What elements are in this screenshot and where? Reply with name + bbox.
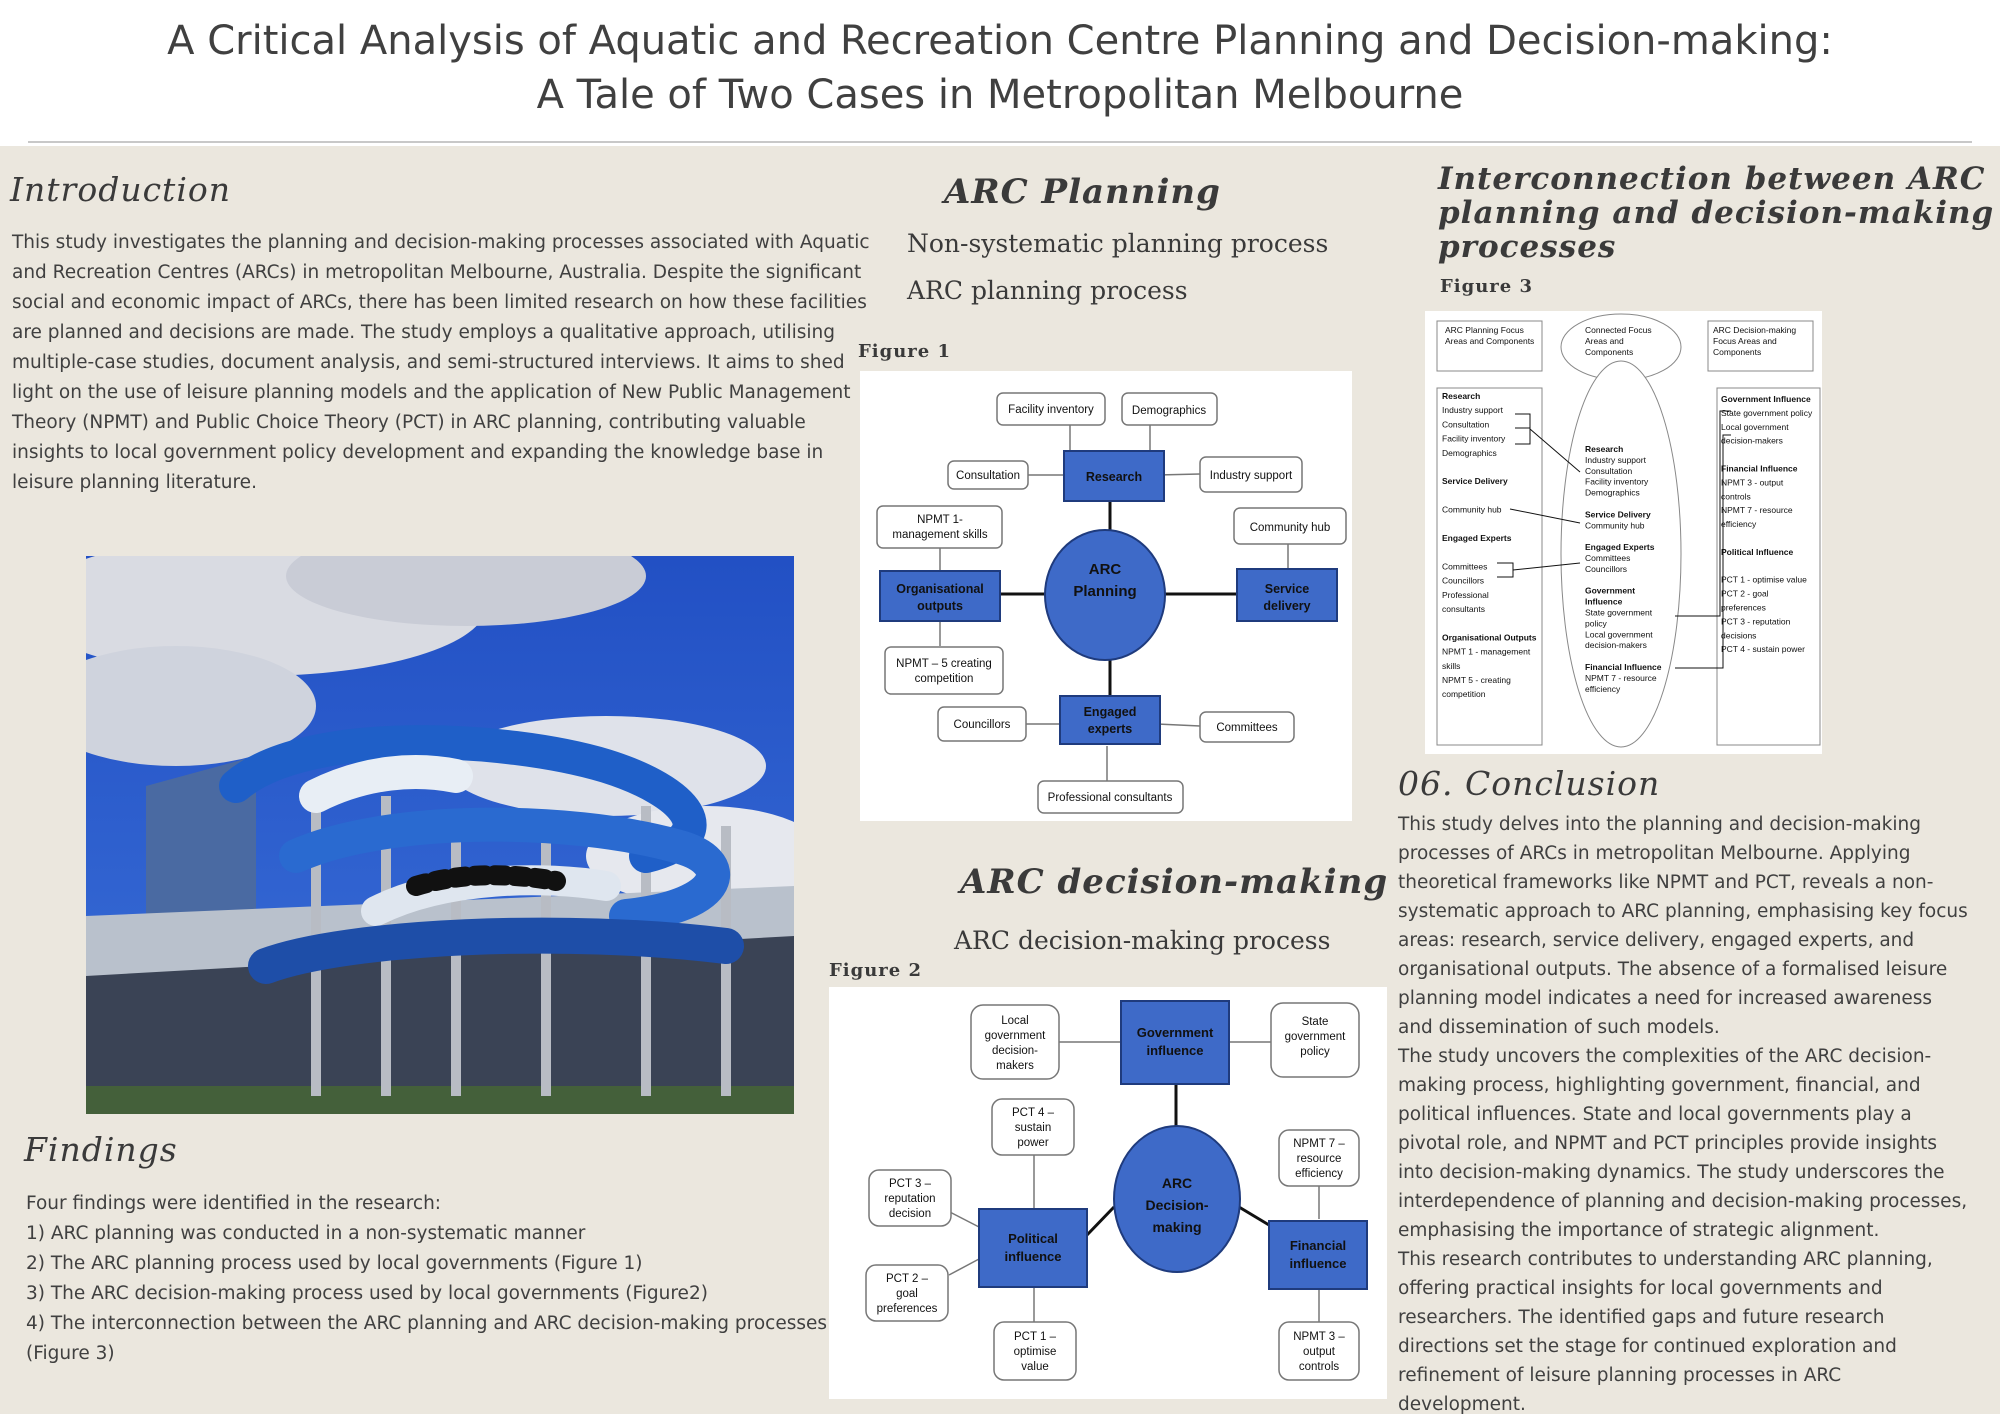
fig2-pct4-3: power (1017, 1137, 1049, 1149)
fig1-experts-label-1: Engaged (1083, 705, 1137, 719)
conclusion-line: making process, highlighting government, financial, and (1398, 1075, 1921, 1096)
fig2-center-label-3: making (1152, 1219, 1202, 1235)
fig1-consultation: Consultation (956, 470, 1020, 482)
conclusion-line: refinement of leisure planning processes in ARC (1398, 1365, 1842, 1386)
fig2-pct4-2: sustain (1014, 1122, 1052, 1134)
fig1-councillors: Councillors (953, 719, 1011, 731)
findings-line: 3) The ARC decision-making process used by local governments (Figure2) (26, 1283, 708, 1304)
fig3-item: Industry support (1442, 405, 1503, 416)
findings-text (26, 1189, 856, 1369)
fig3-item: Engaged Experts (1585, 542, 1655, 553)
fig1-facility-inventory: Facility inventory (1008, 404, 1094, 416)
fig3-item: Consultation (1585, 465, 1633, 476)
figure-2-label: Figure 2 (829, 960, 923, 981)
arc-decision-heading: ARC decision-making (960, 862, 1389, 902)
conclusion-line: planning model indicates a need for increased awareness (1398, 988, 1933, 1009)
fig1-demographics: Demographics (1131, 405, 1207, 417)
fig2-state-gov-2: government (1284, 1031, 1346, 1043)
conclusion-line: development. (1398, 1394, 1526, 1415)
arc-decision-sub: ARC decision-making process (954, 926, 1331, 955)
fig3-item: PCT 2 - goal (1721, 588, 1769, 599)
arc-planning-sub-1: Non-systematic planning process (907, 229, 1329, 258)
fig3-item: Demographics (1442, 447, 1497, 458)
conclusion-line: areas: research, service delivery, engaged experts, and (1398, 930, 1915, 951)
fig3-item: Financial Influence (1721, 463, 1798, 474)
fig3-item: Facility inventory (1442, 433, 1506, 444)
figure-3-label: Figure 3 (1440, 276, 1534, 297)
conclusion-line: directions set the stage for continued exploration and (1398, 1336, 1897, 1357)
conclusion-line: and dissemination of such models. (1398, 1017, 1720, 1038)
interconnection-heading (1438, 162, 1994, 264)
findings-line: 1) ARC planning was conducted in a non-systematic manner (26, 1223, 586, 1244)
fig1-research-label: Research (1085, 470, 1143, 484)
introduction-line: are planned and decisions are made. The study employs a qualitative approach, utilising (12, 322, 836, 343)
fig1-org-node (880, 571, 1000, 621)
fig2-political-node (979, 1209, 1087, 1287)
conclusion-line: This study delves into the planning and decision-making (1398, 814, 1922, 835)
figure-1-label: Figure 1 (858, 341, 952, 362)
conclusion-line: interdependence of planning and decision-making processes, (1398, 1191, 1968, 1212)
fig3-item: competition (1442, 689, 1486, 700)
fig3-item: Community hub (1585, 520, 1645, 531)
fig2-pct4-1: PCT 4 – (1012, 1107, 1054, 1119)
fig3-item: Committees (1585, 553, 1631, 563)
fig3-item: Service Delivery (1585, 509, 1651, 520)
fig1-industry-support: Industry support (1209, 470, 1293, 482)
introduction-line: light on the use of leisure planning models and the application of New Public Management (12, 382, 851, 403)
poster-title (0, 14, 2000, 122)
fig3-item: Political Influence (1721, 546, 1794, 557)
conclusion-line: processes of ARCs in metropolitan Melbourne. Applying (1398, 843, 1911, 864)
fig2-government-label-1: Government (1136, 1025, 1214, 1040)
conclusion-line: pivotal role, and NPMT and PCT principles provide insights (1398, 1133, 1937, 1154)
fig1-center-label-1: ARC (1088, 561, 1122, 578)
figure-3-diagram (1425, 311, 1822, 754)
fig3-item: Influence (1585, 596, 1623, 607)
fig3-item: NPMT 5 - creating (1442, 675, 1511, 685)
fig3-item: decision-makers (1721, 435, 1783, 446)
conclusion-line: offering practical insights for local governments and (1398, 1278, 1883, 1299)
fig3-item: efficiency (1721, 519, 1757, 530)
fig1-professional-consultants: Professional consultants (1047, 792, 1173, 804)
fig3-top-right-2: Focus Areas and (1713, 336, 1777, 346)
fig3-item: Local government (1585, 629, 1653, 640)
fig3-item: decisions (1721, 630, 1757, 641)
fig3-item: PCT 4 - sustain power (1721, 644, 1805, 655)
findings-line: 4) The interconnection between the ARC planning and ARC decision-making processes (26, 1313, 828, 1334)
fig1-npmt5-2: competition (914, 673, 974, 685)
fig2-state-gov-1: State (1301, 1016, 1329, 1028)
waterslide-photo (86, 556, 794, 1114)
fig3-item: NPMT 3 - output (1721, 477, 1784, 488)
findings-heading: Findings (24, 1130, 178, 1169)
fig3-top-mid-1: Connected Focus (1585, 325, 1652, 335)
fig1-org-label-2: outputs (917, 599, 963, 613)
conclusion-line: The study uncovers the complexities of the ARC decision- (1398, 1046, 1932, 1067)
introduction-line: and Recreation Centres (ARCs) in metropolitan Melbourne, Australia. Despite the significant (12, 262, 862, 283)
fig1-service-label-2: delivery (1263, 599, 1311, 613)
fig2-center-label-1: ARC (1161, 1175, 1193, 1191)
fig3-top-mid-3: Components (1585, 347, 1634, 357)
fig3-item: decision-makers (1585, 640, 1647, 651)
header-divider (28, 141, 1972, 143)
fig1-service-label-1: Service (1264, 582, 1310, 596)
conclusion-text (1398, 810, 1988, 1419)
fig2-pct1-3: value (1021, 1361, 1049, 1373)
fig3-item: preferences (1721, 602, 1766, 613)
fig3-top-left-2: Areas and Components (1445, 336, 1535, 346)
figure-2-diagram (829, 987, 1387, 1399)
fig2-pct1-1: PCT 1 – (1014, 1331, 1056, 1343)
conclusion-line: organisational outputs. The absence of a formalised leisure (1398, 959, 1948, 980)
fig3-item: Facility inventory (1585, 476, 1649, 487)
conclusion-heading: 06. Conclusion (1398, 764, 1661, 803)
fig2-political-label-2: influence (1004, 1249, 1062, 1264)
fig3-item: controls (1721, 491, 1751, 502)
interconnection-heading-3: processes (1438, 229, 1617, 265)
fig2-npmt7-1: NPMT 7 – (1293, 1138, 1345, 1150)
fig3-item: policy (1585, 618, 1607, 629)
findings-line: (Figure 3) (26, 1343, 115, 1364)
fig3-item: Research (1442, 391, 1481, 401)
fig2-pct2-1: PCT 2 – (886, 1273, 928, 1285)
fig3-item: Local government (1721, 421, 1789, 432)
fig1-npmt1-2: management skills (892, 529, 988, 541)
fig1-org-label-1: Organisational (896, 582, 984, 596)
introduction-line: social and economic impact of ARCs, there has been limited research on how these facilities (12, 292, 867, 313)
conclusion-line: systematic approach to ARC planning, emphasising key focus (1398, 901, 1968, 922)
introduction-line: multiple-case studies, document analysis, and semi-structured interviews. It aims to shed (12, 352, 845, 373)
fig3-top-mid-2: Areas and (1585, 336, 1624, 346)
figure-1-diagram (860, 371, 1352, 821)
fig2-government-label-2: influence (1146, 1043, 1204, 1058)
fig2-pct2-2: goal (896, 1288, 918, 1300)
fig2-local-gov-2: government (984, 1030, 1046, 1042)
interconnection-heading-2: planning and decision-making (1438, 195, 1995, 231)
fig3-item: Industry support (1585, 454, 1646, 465)
fig3-item: consultants (1442, 604, 1485, 614)
arc-planning-sub-2: ARC planning process (907, 276, 1188, 305)
fig3-item: Consultation (1442, 419, 1490, 430)
conclusion-line: researchers. The identified gaps and future research (1398, 1307, 1885, 1328)
fig1-experts-label-2: experts (1087, 722, 1133, 736)
fig3-item: PCT 1 - optimise value (1721, 574, 1807, 585)
fig3-item: Committees (1442, 561, 1488, 572)
fig3-item: Engaged Experts (1442, 533, 1512, 543)
fig2-financial-label-2: influence (1289, 1256, 1347, 1271)
fig3-item: Service Delivery (1442, 476, 1508, 487)
fig2-state-gov-3: policy (1300, 1046, 1330, 1058)
fig1-community-hub: Community hub (1249, 522, 1331, 534)
introduction-line: This study investigates the planning and decision-making processes associated with Aquatic (12, 232, 870, 253)
fig3-top-right-3: Components (1713, 347, 1762, 357)
fig2-pct2-3: preferences (876, 1303, 938, 1315)
fig3-item: Government (1585, 585, 1636, 596)
fig2-local-gov-4: makers (996, 1060, 1034, 1072)
fig2-pct3-1: PCT 3 – (889, 1178, 931, 1190)
title-line-1: A Critical Analysis of Aquatic and Recreation Centre Planning and Decision-making: (167, 18, 1833, 64)
poster-header (0, 0, 2000, 146)
fig3-item: Government Influence (1721, 394, 1811, 404)
fig3-top-right-1: ARC Decision-making (1713, 325, 1797, 335)
fig1-experts-node (1060, 696, 1160, 744)
title-line-2: A Tale of Two Cases in Metropolitan Melbourne (536, 72, 1464, 118)
conclusion-line: emphasising the importance of strategic alignment. (1398, 1220, 1880, 1241)
fig1-committees: Committees (1216, 722, 1278, 734)
fig3-item: Community hub (1442, 504, 1502, 515)
arc-planning-heading: ARC Planning (944, 172, 1221, 212)
fig2-local-gov-1: Local (1001, 1015, 1029, 1027)
fig2-financial-node (1269, 1221, 1367, 1289)
fig2-political-label-1: Political (1008, 1231, 1058, 1246)
fig3-item: Councillors (1442, 575, 1485, 586)
fig3-item: PCT 3 - reputation (1721, 616, 1791, 627)
introduction-line: leisure planning literature. (12, 472, 257, 493)
fig3-item: State government (1585, 607, 1653, 618)
fig1-npmt1-1: NPMT 1- (917, 514, 963, 526)
fig2-npmt3-1: NPMT 3 – (1293, 1331, 1345, 1343)
introduction-heading: Introduction (10, 170, 231, 209)
fig2-local-gov-3: decision- (991, 1045, 1039, 1057)
fig3-item: skills (1442, 660, 1461, 671)
fig1-npmt5-1: NPMT – 5 creating (896, 658, 992, 670)
fig3-item: NPMT 7 - resource (1585, 672, 1657, 683)
fig2-npmt7-2: resource (1296, 1153, 1342, 1165)
findings-line: 2) The ARC planning process used by local governments (Figure 1) (26, 1253, 643, 1274)
fig3-item: NPMT 7 - resource (1721, 505, 1793, 516)
fig2-pct3-3: decision (888, 1208, 932, 1220)
findings-line: Four findings were identified in the research: (26, 1193, 442, 1214)
fig3-item: Organisational Outputs (1442, 632, 1537, 643)
conclusion-line: This research contributes to understanding ARC planning, (1398, 1249, 1933, 1270)
fig3-top-left-1: ARC Planning Focus (1445, 325, 1524, 335)
fig3-item: efficiency (1585, 683, 1621, 694)
conclusion-line: into decision-making dynamics. The study underscores the (1398, 1162, 1945, 1183)
fig3-item: State government policy (1721, 407, 1813, 418)
interconnection-heading-1: Interconnection between ARC (1438, 161, 1986, 197)
fig3-item: Financial Influence (1585, 662, 1662, 672)
fig2-npmt3-3: controls (1298, 1361, 1340, 1373)
introduction-line: insights to local government policy development and expanding the knowledge base in (12, 442, 824, 463)
fig3-item: Councillors (1585, 563, 1628, 574)
fig2-financial-label-1: Financial (1289, 1238, 1347, 1253)
conclusion-line: political influences. State and local governments play a (1398, 1104, 1912, 1125)
fig3-item: Demographics (1585, 487, 1640, 498)
fig3-item: NPMT 1 - management (1442, 646, 1531, 657)
introduction-line: Theory (NPMT) and Public Choice Theory (PCT) in ARC planning, contributing valuable (12, 412, 806, 433)
fig2-pct3-2: reputation (884, 1193, 936, 1205)
fig2-center-label-2: Decision- (1145, 1197, 1209, 1213)
fig1-center-label-2: Planning (1073, 583, 1137, 600)
conclusion-line: theoretical frameworks like NPMT and PCT, reveals a non- (1398, 872, 1934, 893)
introduction-text (12, 228, 872, 498)
fig2-npmt7-3: efficiency (1295, 1168, 1343, 1180)
fig3-item: Professional (1442, 589, 1489, 600)
fig2-pct1-2: optimise (1013, 1346, 1057, 1358)
fig3-item: Research (1585, 444, 1624, 454)
fig2-npmt3-2: output (1303, 1346, 1335, 1358)
